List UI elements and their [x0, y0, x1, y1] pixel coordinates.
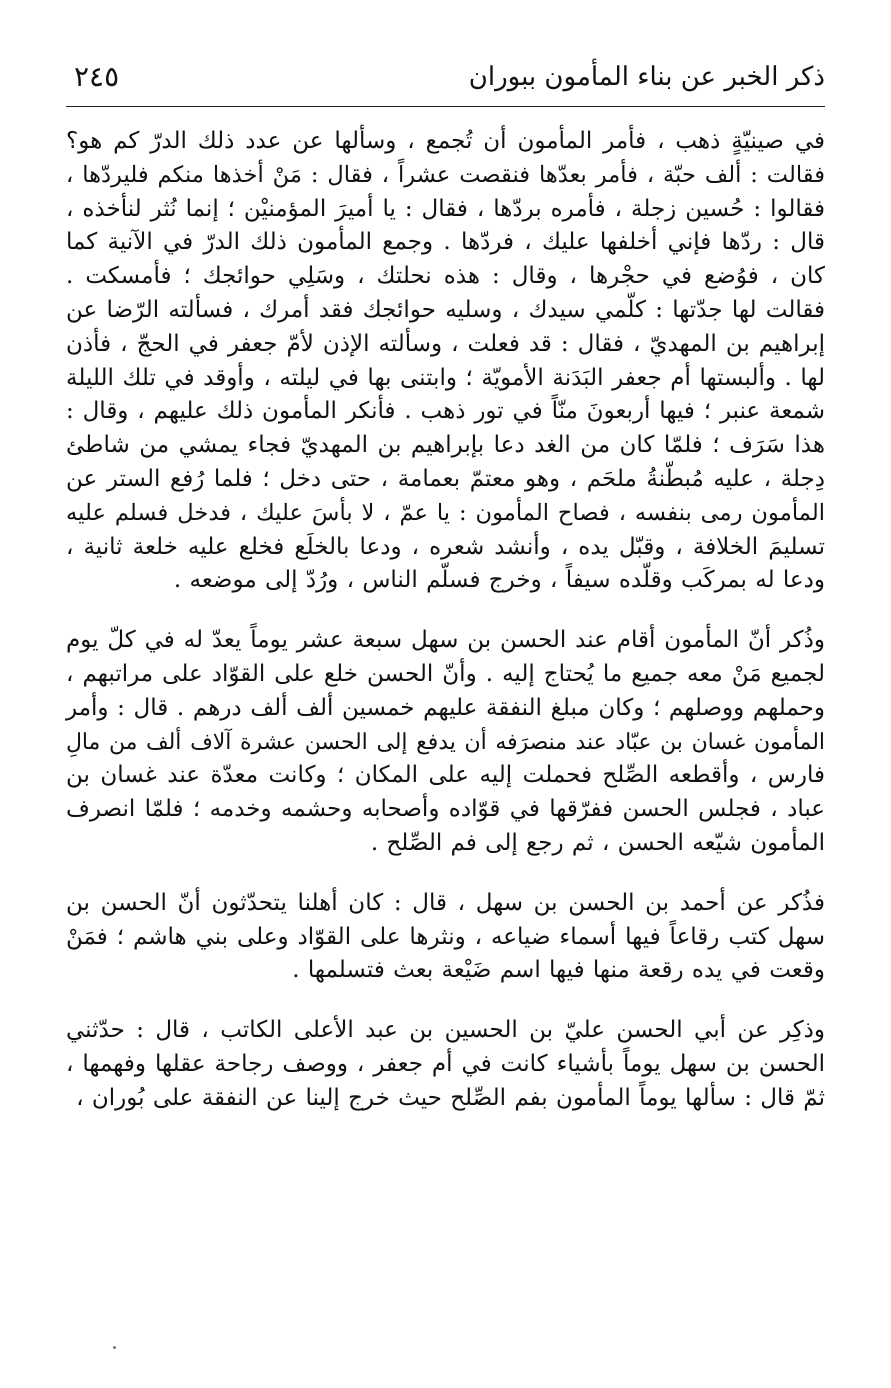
running-title: ذكر الخبر عن بناء المأمون ببوران	[468, 62, 825, 92]
text-line: عباد ، فجلس الحسن ففرّقها في قوّاده وأصحابه وحشمه وخدمه ؛ فلمّا انصرف	[66, 796, 825, 823]
text-line: لها . وألبستها أم جعفر البَدَنة الأمويّة ؛ وابتنى بها في ليلته ، وأوقد في تلك الليلة	[66, 364, 825, 391]
footer-dot	[113, 1346, 116, 1349]
text-line: فذُكر عن أحمد بن الحسن بن سهل ، قال : كان أهلنا يتحدّثون أنّ الحسن بن	[66, 889, 825, 916]
text-line: هذا سَرَف ؛ فلمّا كان من الغد دعا بإبراهيم بن المهديّ فجاء يمشي من شاطئ	[66, 432, 825, 459]
text-line: تسليمَ الخلافة ، وقبّل يده ، وأنشد شعره ، ودعا بالخلَع فخلع عليه خلعة ثانية ،	[66, 533, 825, 560]
paragraph	[66, 125, 825, 598]
text-line: فقالوا : حُسين زجلة ، فأمره بردّها ، فقال : يا أميرَ المؤمنيْن ؛ إنما نُثر لنأخذه ،	[66, 195, 825, 222]
text-line: وحملهم ووصلهم ؛ وكان مبلغ النفقة عليهم خمسين ألف ألف درهم . قال : وأمر	[66, 694, 825, 721]
text-line: شمعة عنبر ؛ فيها أربعونَ منّاً في تور ذهب . فأنكر المأمون ذلك عليهم ، وقال :	[66, 398, 825, 425]
header-rule	[66, 106, 825, 107]
text-line: فارس ، وأقطعه الصِّلح فحملت إليه على المكان ؛ وكانت معدّة عند غسان بن	[66, 762, 825, 789]
text-line: سهل كتب رقاعاً فيها أسماء ضياعه ، ونثرها على القوّاد وعلى بني هاشم ؛ فمَنْ	[66, 923, 825, 950]
text-line: ثمّ قال : سألها يوماً المأمون بفم الصِّلح حيث خرج إلينا عن النفقة على بُوران ،	[76, 1084, 825, 1111]
text-line: إبراهيم بن المهديّ ، فقال : قد فعلت ، وسألته الإذن لأمّ جعفر في الحجّ ، فأذن	[66, 330, 825, 357]
body-text	[66, 125, 825, 1116]
text-line: الحسن بن سهل يوماً بأشياء كانت في أم جعفر ، ووصف رجاحة عقلها وفهمها ،	[66, 1050, 825, 1077]
paragraph	[66, 887, 825, 988]
text-line: المأمون رمى بنفسه ، فصاح المأمون : يا عمّ ، لا بأسَ عليك ، فدخل فسلم عليه	[66, 499, 825, 526]
text-line: المأمون غسان بن عبّاد عند منصرَفه أن يدفع إلى الحسن عشرة آلاف ألف من مالِ	[66, 729, 825, 755]
text-line: المأمون شيّعه الحسن ، ثم رجع إلى فم الصِّلح .	[370, 829, 825, 856]
text-line: فقالت لها جدّتها : كلّمي سيدك ، وسليه حوائجك فقد أمرك ، فسألته الرّضا عن	[66, 296, 825, 323]
page-number: ٢٤٥	[74, 60, 120, 93]
text-line: وذُكر أنّ المأمون أقام عند الحسن بن سهل سبعة عشر يوماً يعدّ له في كلّ يوم	[66, 627, 825, 654]
text-line: وذكِر عن أبي الحسن عليّ بن الحسين بن عبد الأعلى الكاتب ، قال : حدّثني	[66, 1017, 825, 1044]
text-line: في صينيّةٍ ذهب ، فأمر المأمون أن تُجمع ، وسألها عن عدد ذلك الدرّ كم هو؟	[66, 128, 825, 154]
text-line: كان ، فوُضع في حجْرها ، وقال : هذه نحلتك ، وسَلِي حوائجك ؛ فأمسكت .	[66, 263, 825, 290]
paragraph	[66, 624, 825, 861]
text-line: قال : ردّها فإني أخلفها عليك ، فردّها . وجمع المأمون ذلك الدرّ في الآنية كما	[66, 229, 825, 256]
text-line: وقعت في يده رقعة منها فيها اسم ضَيْعة بعث فتسلمها .	[292, 957, 825, 984]
text-line: فقالت : ألف حبّة ، فأمر بعدّها فنقصت عشراً ، فقال : مَنْ أخذها منكم فليردّها ،	[66, 161, 825, 188]
text-line: لجميع مَنْ معه جميع ما يُحتاج إليه . وأنّ الحسن خلع على القوّاد على مراتبهم ،	[66, 660, 825, 687]
page-header	[66, 52, 825, 104]
paragraph	[66, 1014, 825, 1115]
text-line: دِجلة ، عليه مُبطّنةُ ملحَم ، وهو معتمّ بعمامة ، حتى دخل ؛ فلما رُفع الستر عن	[66, 465, 825, 492]
text-line: ودعا له بمركَب وقلّده سيفاً ، وخرج فسلّم الناس ، ورُدّ إلى موضعه .	[173, 567, 825, 594]
